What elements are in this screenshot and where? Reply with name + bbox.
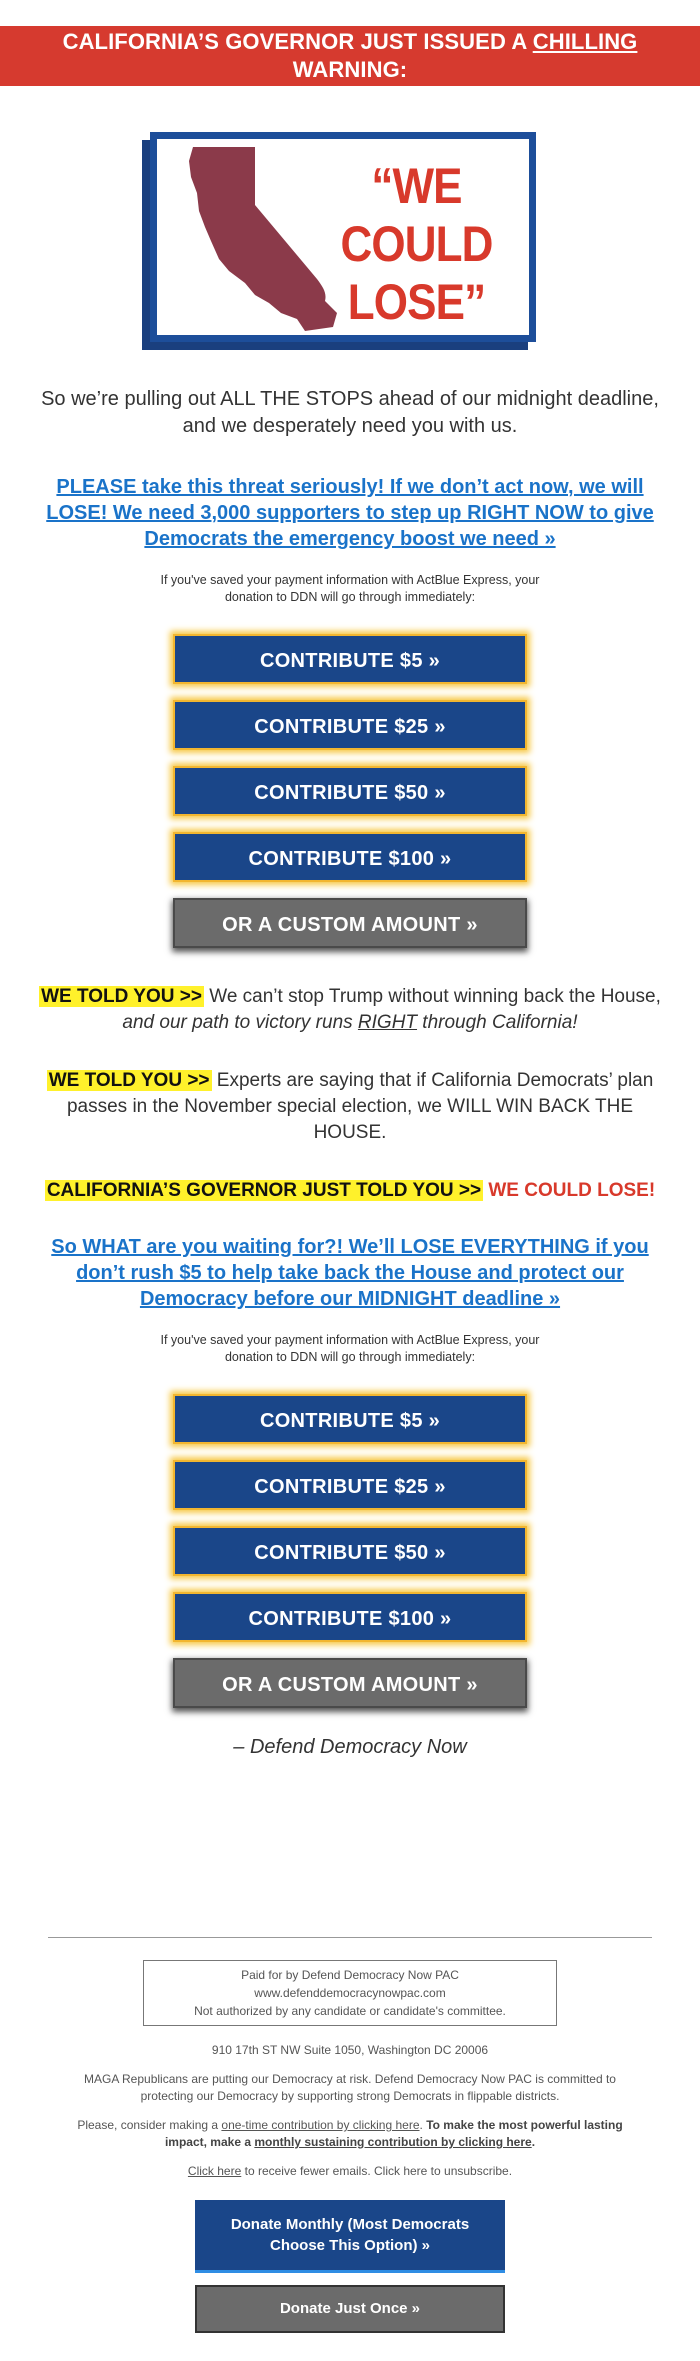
contribute-5-button[interactable]: CONTRIBUTE $5 » (173, 1394, 527, 1444)
highlight-governor: CALIFORNIA’S GOVERNOR JUST TOLD YOU >> (46, 1180, 482, 1201)
cta-link-1[interactable]: PLEASE take this threat seriously! If we don’t act now, we will LOSE! We need 3,000 supporters to step up RIGHT NOW to give Democrats the emergency boost we need » (46, 476, 654, 550)
contribute-5-button[interactable]: CONTRIBUTE $5 » (173, 634, 527, 684)
monthly-contribution-link[interactable]: monthly sustaining contribution by clicking here (254, 2135, 532, 2149)
pac-website: www.defenddemocracynowpac.com (254, 1986, 446, 2000)
actblue-express-note-1: If you've saved your payment information with ActBlue Express, your donation to DDN will go through immediately: (160, 573, 540, 604)
hero-quote (313, 157, 520, 331)
paid-for-disclaimer (143, 1960, 557, 2026)
signoff: – Defend Democracy Now (233, 1736, 467, 1758)
headline-emphasis: CHILLING (532, 29, 638, 54)
hero-frame (150, 132, 536, 342)
custom-amount-button[interactable]: OR A CUSTOM AMOUNT » (173, 898, 527, 948)
footer-mission: MAGA Republicans are putting our Democracy at risk. Defend Democracy Now PAC is committed to protecting our Democracy by supporting strong Democrats in flippable districts. (84, 2072, 616, 2103)
highlight-we-told-you-1: WE TOLD YOU >> (41, 986, 202, 1007)
hero-graphic[interactable] (150, 132, 550, 354)
highlight-we-told-you-2: WE TOLD YOU >> (48, 1070, 210, 1091)
paragraph-we-told-you-2 (30, 1068, 670, 1146)
hero-quote-line-2: LOSE” (347, 274, 486, 330)
paragraph-governor-warning (30, 1178, 670, 1204)
footer-text: . (419, 2118, 427, 2132)
contribute-50-button[interactable]: CONTRIBUTE $50 » (173, 1526, 527, 1576)
paragraph-text: We can’t stop Trump without winning back the House, (203, 986, 661, 1007)
contribute-100-button[interactable]: CONTRIBUTE $100 » (173, 1592, 527, 1642)
contribute-button-group-2 (0, 1394, 700, 1708)
footer-email-preferences (60, 2163, 640, 2180)
headline-row (0, 0, 700, 86)
cta-link-2[interactable]: So WHAT are you waiting for?! We’ll LOSE EVERYTHING if you don’t rush $5 to help take back the House and protect our Democracy before our MIDNIGHT deadline » (51, 1236, 649, 1310)
headline-text-end: WARNING: (292, 57, 408, 82)
unsubscribe-text: to receive fewer emails. Click here to unsubscribe. (241, 2164, 513, 2178)
footer-bold-end: . (531, 2135, 536, 2149)
paragraph-we-told-you-1 (30, 984, 670, 1036)
paragraph-italic-end: through California! (417, 1012, 578, 1033)
hero-quote-line-1: “WE COULD (340, 158, 493, 272)
bottom-spacer (0, 2333, 700, 2361)
footer-text: Please, consider making a (77, 2118, 222, 2132)
footer-address: 910 17th ST NW Suite 1050, Washington DC 20006 (211, 2043, 489, 2057)
paragraph-italic-underline: RIGHT (357, 1012, 418, 1033)
footer-contribution-options (60, 2117, 640, 2151)
paragraph-text: Experts are saying that if California Democrats’ plan passes in the November special election, we WILL WIN BACK THE HOUSE. (66, 1070, 654, 1143)
not-authorized-text: Not authorized by any candidate or candidate's committee. (194, 2004, 506, 2018)
one-time-contribution-link[interactable]: one-time contribution by clicking here (221, 2118, 420, 2132)
contribute-100-button[interactable]: CONTRIBUTE $100 » (173, 832, 527, 882)
headline (0, 26, 700, 86)
donate-once-button[interactable]: Donate Just Once » (195, 2285, 505, 2333)
actblue-express-note-2: If you've saved your payment information with ActBlue Express, your donation to DDN will go through immediately: (160, 1333, 540, 1364)
custom-amount-button[interactable]: OR A CUSTOM AMOUNT » (173, 1658, 527, 1708)
intro-paragraph: So we’re pulling out ALL THE STOPS ahead of our midnight deadline, and we desperately need you with us. (41, 388, 659, 437)
paragraph-italic: and our path to victory runs (122, 1012, 358, 1033)
red-we-could-lose: WE COULD LOSE! (483, 1180, 656, 1201)
footer-divider (48, 1937, 652, 1938)
donate-monthly-button[interactable]: Donate Monthly (Most Democrats Choose This Option) » (195, 2200, 505, 2273)
contribute-25-button[interactable]: CONTRIBUTE $25 » (173, 700, 527, 750)
footer-bold-text: To make the most powerful lasting impact, make a (164, 2118, 623, 2149)
contribute-25-button[interactable]: CONTRIBUTE $25 » (173, 1460, 527, 1510)
contribute-50-button[interactable]: CONTRIBUTE $50 » (173, 766, 527, 816)
headline-text: CALIFORNIA’S GOVERNOR JUST ISSUED A (62, 29, 533, 54)
fewer-emails-link[interactable]: Click here (187, 2164, 242, 2178)
paid-for-text: Paid for by Defend Democracy Now PAC (241, 1968, 459, 1982)
contribute-button-group-1 (0, 634, 700, 948)
